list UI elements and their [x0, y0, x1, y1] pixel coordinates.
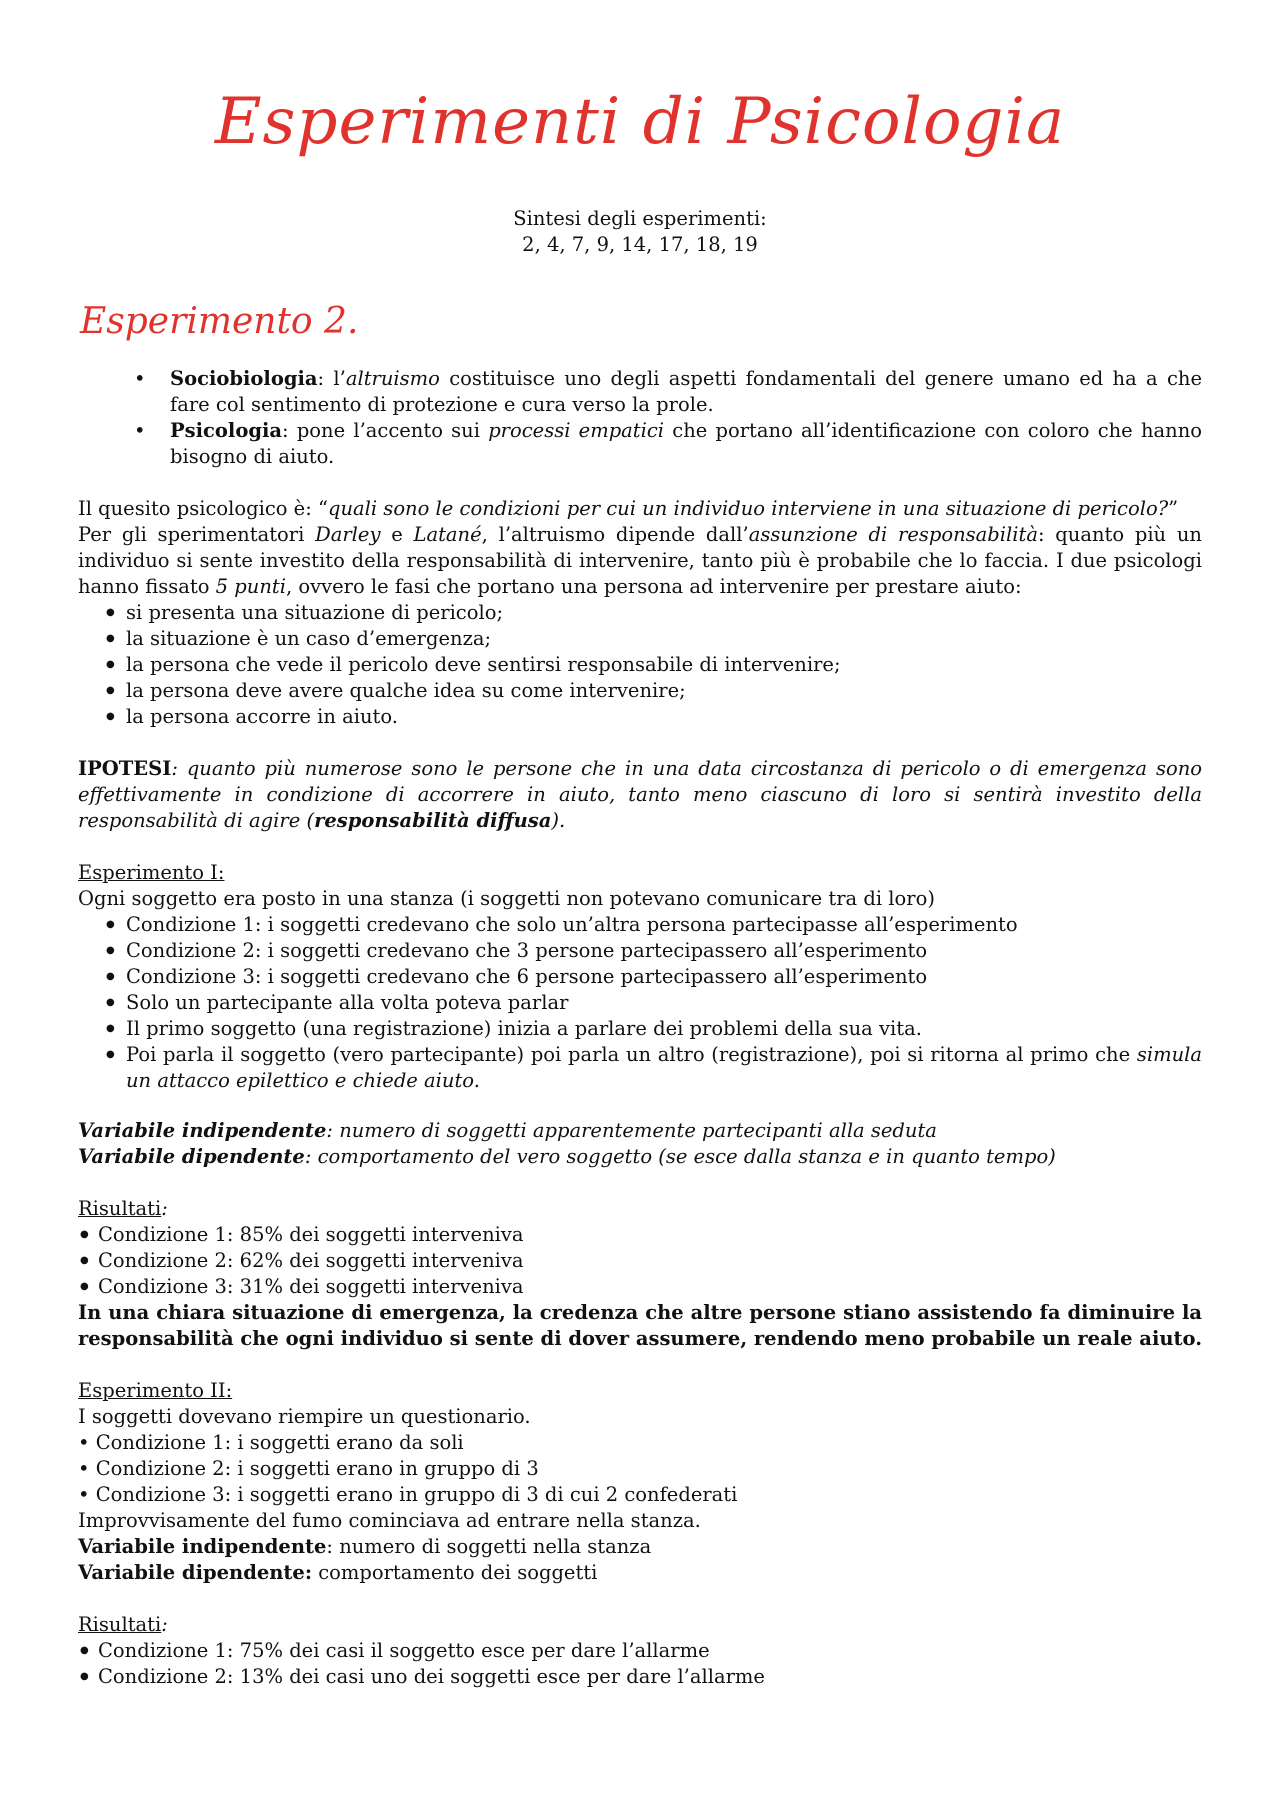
- quesito-section: [78, 496, 1202, 730]
- esperimento-2-intro: I soggetti dovevano riempire un questionario.: [78, 1405, 531, 1428]
- list-item: ● Condizione 2: 62% dei soggetti interveniva: [78, 1248, 1202, 1274]
- experiment-2-heading: Esperimento 2.: [80, 301, 359, 342]
- list-item: ● la persona che vede il pericolo deve sentirsi responsabile di intervenire;: [78, 652, 1202, 678]
- esperimento-1-intro: Ogni soggetto era posto in una stanza (i soggetti non potevano comunicare tra di loro): [78, 887, 935, 910]
- intro-item-psicologia: • Psicologia: pone l’accento sui processi empatici che portano all’identificazione con coloro che hanno bisogno di aiuto.: [78, 418, 1202, 470]
- esperimento-2-section: [78, 1378, 1202, 1534]
- esperimento-2-list: [78, 1430, 1202, 1508]
- variabile-indipendente-2: Variabile indipendente: numero di soggetti nella stanza: [78, 1535, 652, 1558]
- list-item: ● la situazione è un caso d’emergenza;: [78, 626, 1202, 652]
- subtitle-line-1: Sintesi degli esperimenti:: [513, 207, 767, 230]
- quesito-paragraph: Il quesito psicologico è: “quali sono le condizioni per cui un individuo interviene in una situazione di pericolo?”: [78, 497, 1179, 520]
- variabile-indipendente: Variabile indipendente: numero di soggetti apparentemente partecipanti alla seduta: [78, 1119, 937, 1142]
- risultati-1-title: Risultati:: [78, 1197, 168, 1220]
- list-item: • Condizione 3: i soggetti erano in gruppo di 3 di cui 2 confederati: [78, 1483, 738, 1506]
- document-subtitle: [0, 206, 1280, 258]
- list-item: ● Condizione 1: 85% dei soggetti interveniva: [78, 1222, 1202, 1248]
- esperimento-1-title: Esperimento I:: [78, 861, 225, 884]
- risultati-1-list: [78, 1222, 1202, 1300]
- list-item: ● Condizione 2: 13% dei casi uno dei soggetti esce per dare l’allarme: [78, 1664, 1202, 1690]
- subtitle-line-2: 2, 4, 7, 9, 14, 17, 18, 19: [522, 233, 758, 256]
- esperimento-1-list: [78, 912, 1202, 1094]
- fasi-list: [78, 600, 1202, 730]
- darley-latane-paragraph: Per gli sperimentatori Darley e Latané, l’altruismo dipende dall’assunzione di responsabilità: quanto più un individuo si sente investito della responsabilità di intervenire, tanto più è probabile che lo faccia. I due psicologi hanno fissato 5 punti, ovvero le fasi che portano una persona ad intervenire per prestare aiuto:: [78, 523, 1202, 598]
- variabili-1-section: [78, 1118, 1202, 1170]
- list-item: ● Condizione 1: 75% dei casi il soggetto esce per dare l’allarme: [78, 1638, 1202, 1664]
- variabile-dipendente: Variabile dipendente: comportamento del vero soggetto (se esce dalla stanza e in quanto tempo): [78, 1145, 1056, 1168]
- intro-item-sociobiologia: • Sociobiologia: l’altruismo costituisce uno degli aspetti fondamentali del genere umano ed ha a che fare col sentimento di protezione e cura verso la prole.: [78, 366, 1202, 418]
- variabile-dipendente-2: Variabile dipendente: comportamento dei soggetti: [78, 1561, 598, 1584]
- list-item: ● Poi parla il soggetto (vero partecipante) poi parla un altro (registrazione), poi si ritorna al primo che simula un attacco epilettico e chiede aiuto.: [78, 1042, 1202, 1094]
- list-item: ● Condizione 3: i soggetti credevano che 6 persone partecipassero all’esperimento: [78, 964, 1202, 990]
- list-item: ● Il primo soggetto (una registrazione) inizia a parlare dei problemi della sua vita.: [78, 1016, 1202, 1042]
- document-title: Esperimenti di Psicologia: [214, 85, 1066, 159]
- list-item: ● si presenta una situazione di pericolo;: [78, 600, 1202, 626]
- risultati-2-list: [78, 1638, 1202, 1690]
- variabili-2-section: [78, 1534, 1202, 1586]
- ipotesi-paragraph: IPOTESI: quanto più numerose sono le persone che in una data circostanza di pericolo o di emergenza sono effettivamente in condizione di accorrere in aiuto, tanto meno ciascuno di loro si sentirà investito della responsabilità di agire (responsabilità diffusa).: [78, 757, 1202, 832]
- list-item: ● Condizione 2: i soggetti credevano che 3 persone partecipassero all’esperimento: [78, 938, 1202, 964]
- list-item: ● la persona deve avere qualche idea su come intervenire;: [78, 678, 1202, 704]
- list-item: • Condizione 1: i soggetti erano da soli: [78, 1431, 464, 1454]
- list-item: ● Solo un partecipante alla volta poteva parlar: [78, 990, 1202, 1016]
- intro-list: [78, 366, 1202, 470]
- intro-section: [78, 366, 1202, 470]
- list-item: ● la persona accorre in aiuto.: [78, 704, 1202, 730]
- ipotesi-section: [78, 756, 1202, 834]
- esperimento-1-section: [78, 860, 1202, 1094]
- esperimento-2-title: Esperimento II:: [78, 1379, 233, 1402]
- risultati-1-section: [78, 1196, 1202, 1352]
- risultati-2-section: [78, 1612, 1202, 1690]
- list-item: ● Condizione 1: i soggetti credevano che solo un’altra persona partecipasse all’esperimento: [78, 912, 1202, 938]
- esperimento-2-outro: Improvvisamente del fumo cominciava ad entrare nella stanza.: [78, 1509, 701, 1532]
- esperimento-1-conclusion: In una chiara situazione di emergenza, la credenza che altre persone stiano assistendo fa diminuire la responsabilità che ogni individuo si sente di dover assumere, rendendo meno probabile un reale aiuto.: [78, 1301, 1202, 1350]
- risultati-2-title: Risultati:: [78, 1613, 168, 1636]
- list-item: ● Condizione 3: 31% dei soggetti interveniva: [78, 1274, 1202, 1300]
- list-item: • Condizione 2: i soggetti erano in gruppo di 3: [78, 1457, 539, 1480]
